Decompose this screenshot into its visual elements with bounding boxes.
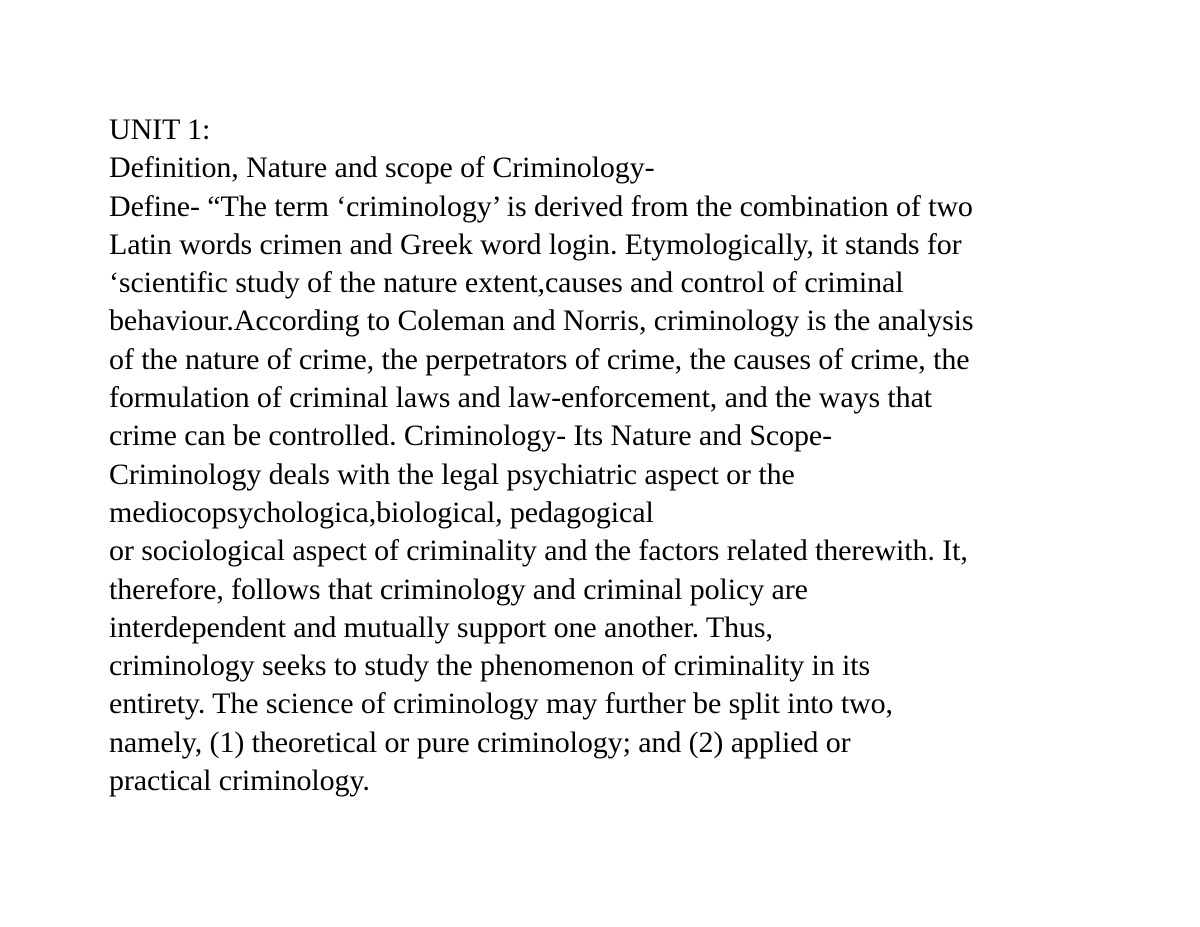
unit-heading: UNIT 1:: [109, 113, 211, 146]
text-line: Criminology deals with the legal psychiatric aspect or the: [109, 457, 795, 491]
text-line: ‘scientific study of the nature extent,causes and control of criminal: [109, 266, 904, 300]
text-line: interdependent and mutually support one another. Thus,: [109, 610, 773, 644]
text-line: formulation of criminal laws and law-enforcement, and the ways that: [109, 381, 933, 415]
text-line: of the nature of crime, the perpetrators of crime, the causes of crime, the: [109, 342, 970, 376]
text-line: behaviour.According to Coleman and Norris, criminology is the analysis: [109, 304, 974, 338]
text-line: namely, (1) theoretical or pure criminology; and (2) applied or: [109, 725, 851, 759]
text-line: mediocopsychologica,biological, pedagogical: [109, 495, 654, 529]
text-line: Latin words crimen and Greek word login. Etymologically, it stands for: [109, 227, 962, 261]
text-line: crime can be controlled. Criminology- Its Nature and Scope-: [109, 419, 833, 453]
text-line: entirety. The science of criminology may further be split into two,: [109, 687, 893, 721]
text-line: criminology seeks to study the phenomenon of criminality in its: [109, 649, 871, 683]
text-line: therefore, follows that criminology and criminal policy are: [109, 572, 808, 606]
section-title: Definition, Nature and scope of Criminology-: [109, 151, 655, 185]
text-line: or sociological aspect of criminality and the factors related therewith. It,: [109, 534, 968, 568]
body-text: [109, 111, 1169, 800]
text-line: practical criminology.: [109, 764, 370, 798]
text-line: Define- “The term ‘criminology’ is derived from the combination of two: [109, 189, 973, 223]
